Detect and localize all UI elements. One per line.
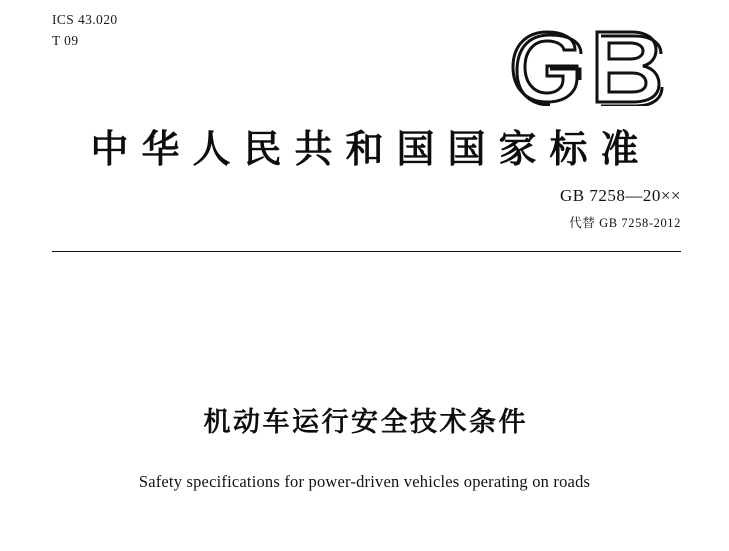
standard-replaces: 代替 GB 7258-2012	[569, 216, 681, 230]
classification-code: T 09	[52, 32, 79, 48]
standard-number-block	[560, 186, 681, 231]
standard-number: GB 7258—20××	[559, 186, 681, 205]
document-title-en: Safety specifications for power-driven vehicles operating on roads	[138, 472, 591, 491]
classification-block	[52, 10, 118, 52]
national-standard-title: 中华人民共和国国家标准	[90, 129, 652, 171]
header-divider	[52, 251, 681, 252]
ics-code: ICS 43.020	[52, 12, 118, 27]
gb-emblem-icon	[501, 28, 681, 106]
document-title-cn: 机动车运行安全技术条件	[203, 407, 528, 437]
